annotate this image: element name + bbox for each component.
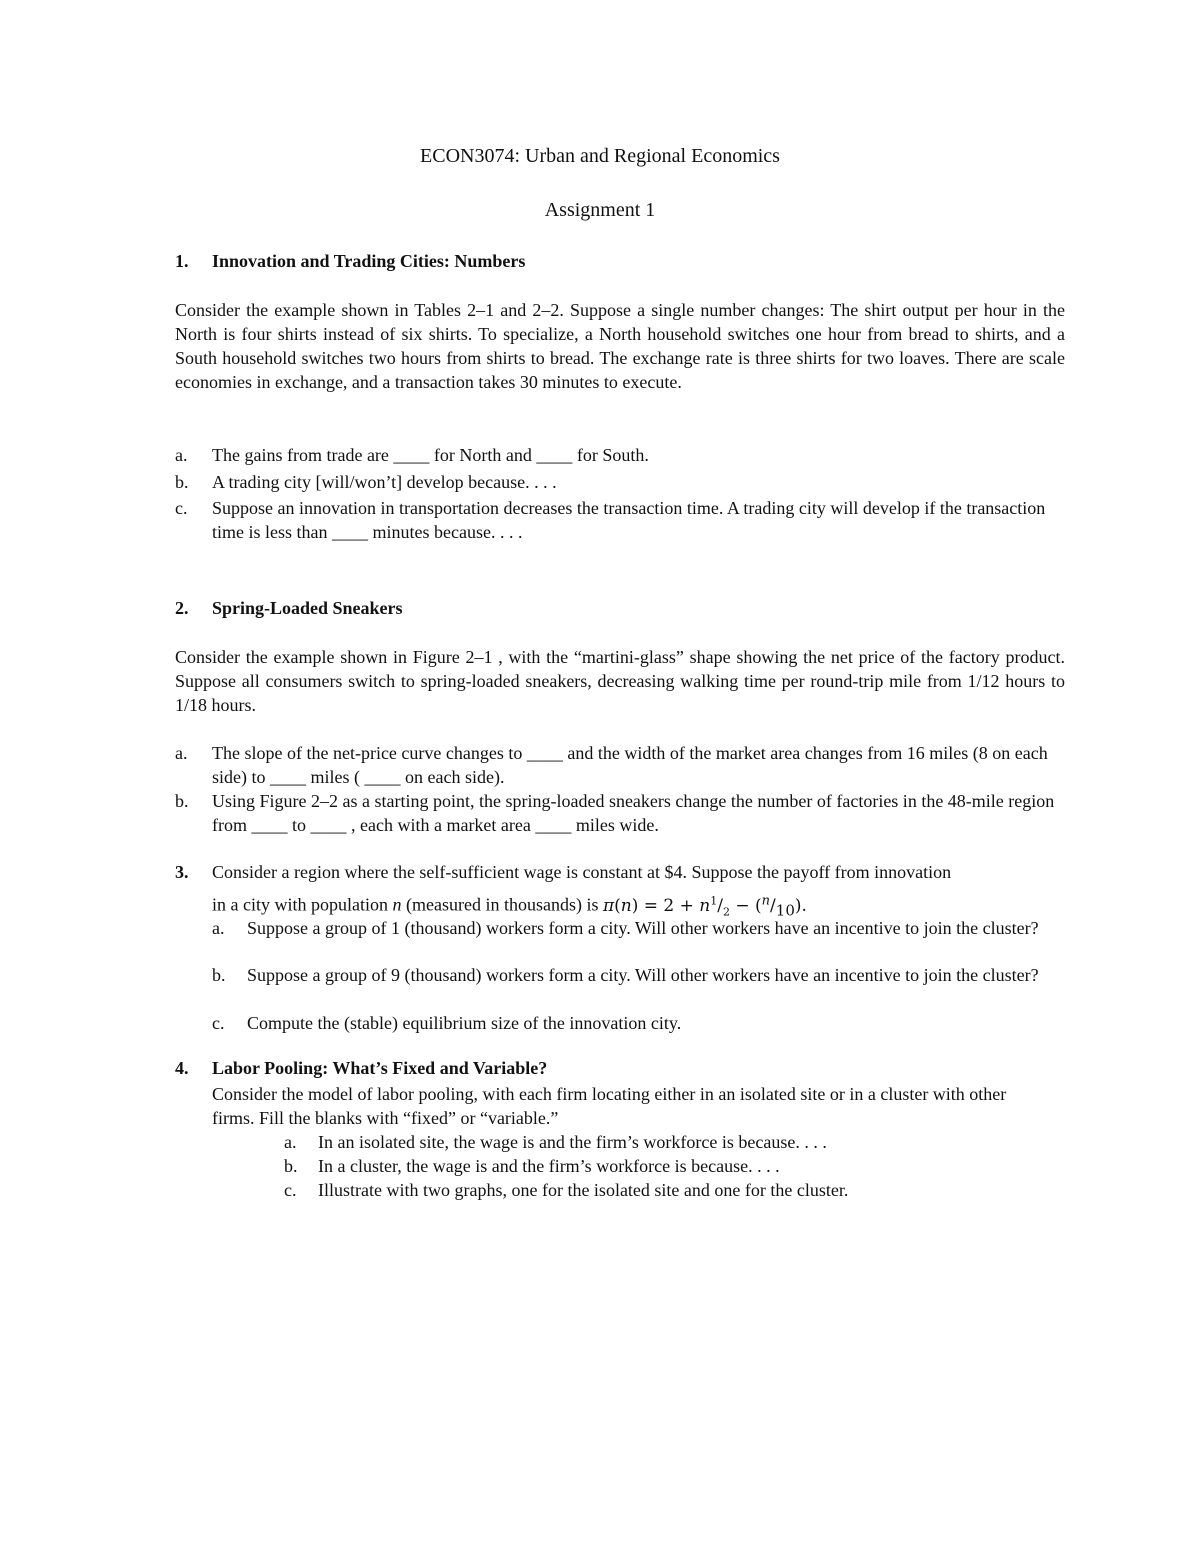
q1-item-c-label: c. [175,498,188,518]
q3-item-a-text: Suppose a group of 1 (thousand) workers form a city. Will other workers have an incentive to join the cluster? [247,918,1039,938]
q4-item-b-label: b. [284,1156,298,1176]
q3-number: 3. [175,862,189,882]
q3-item-a-label: a. [212,918,225,938]
q1-item-b-label: b. [175,472,189,492]
q3-line1-text: Consider a region where the self-sufficient wage is constant at $4. Suppose the payoff from innovation [212,862,952,882]
q1-number: 1. [175,251,189,271]
q4-heading [175,1058,547,1079]
q1-body: Consider the example shown in Tables 2–1 and 2–2. Suppose a single number changes: The shirt output per hour in the North is four shirts instead of six shirts. To specialize, a North household switches one hour from bread to shirts, and a South household switches two hours from shirts to bread. The exchange rate is three shirts for two loaves. There are scale economies in exchange, and a transaction takes 30 minutes to execute. [175,300,1065,392]
q1-item-a-label: a. [175,445,188,465]
q4-item-a-label: a. [284,1132,297,1152]
q4-item-b-text: In a cluster, the wage is and the firm’s workforce is because. . . . [318,1156,780,1176]
q1-title: Innovation and Trading Cities: Numbers [212,251,526,271]
q1-heading [175,251,525,272]
q2-item-a-text: The slope of the net-price curve changes to ____ and the width of the market area changes from 16 miles (8 on each side) to ____ miles ( ____ on each side). [212,743,1048,787]
q3-item-c-text: Compute the (stable) equilibrium size of the innovation city. [247,1013,682,1033]
course-title: ECON3074: Urban and Regional Economics [420,145,780,167]
q3-formula: $\pi(n) = 2 + n^1/_2 - (^n/_{10})$. [602,893,807,920]
q2-item-b-text: Using Figure 2–2 as a starting point, the spring-loaded sneakers change the number of factories in the 48-mile region from ____ to ____ , each with a market area ____ miles wide. [212,791,1055,835]
q1-item-c-text: Suppose an innovation in transportation decreases the transaction time. A trading city will develop if the transaction time is less than ____ minutes because. . . . [212,498,1046,542]
q1-item-a-text: The gains from trade are ____ for North and ____ for South. [212,445,649,465]
q2-number: 2. [175,598,189,618]
q3-item-c-label: c. [212,1013,225,1033]
q4-number: 4. [175,1058,189,1078]
q4-item-c-label: c. [284,1180,297,1200]
q4-item-c-text: Illustrate with two graphs, one for the isolated site and one for the cluster. [318,1180,849,1200]
q2-item-b-label: b. [175,791,189,811]
q2-body: Consider the example shown in Figure 2–1 , with the “martini-glass” shape showing the net price of the factory product. Suppose all consumers switch to spring-loaded sneakers, decreasing walking time per round-trip mile from 1/12 hours to 1/18 hours. [175,647,1065,715]
q3-line2-text: in a city with population [212,894,388,915]
q4-body: Consider the model of labor pooling, with each firm locating either in an isolated site or in a cluster with other firms. Fill the blanks with “fixed” or “variable.” [212,1084,1007,1128]
assignment-title: Assignment 1 [544,199,656,221]
q3-line2-text2: (measured in thousands) is [405,894,599,915]
q4-title: Labor Pooling: What’s Fixed and Variable? [212,1058,548,1078]
q2-title: Spring-Loaded Sneakers [212,598,403,618]
q2-item-a-label: a. [175,743,188,763]
q2-heading [175,598,403,619]
q4-item-a-text: In an isolated site, the wage is and the firm’s workforce is because. . . . [318,1132,827,1152]
q3-variable-n: n [392,894,402,915]
q3-item-b-text: Suppose a group of 9 (thousand) workers form a city. Will other workers have an incentive to join the cluster? [247,965,1039,985]
q1-item-b-text: A trading city [will/won’t] develop because. . . . [212,472,557,492]
q3-item-b-label: b. [212,965,226,985]
